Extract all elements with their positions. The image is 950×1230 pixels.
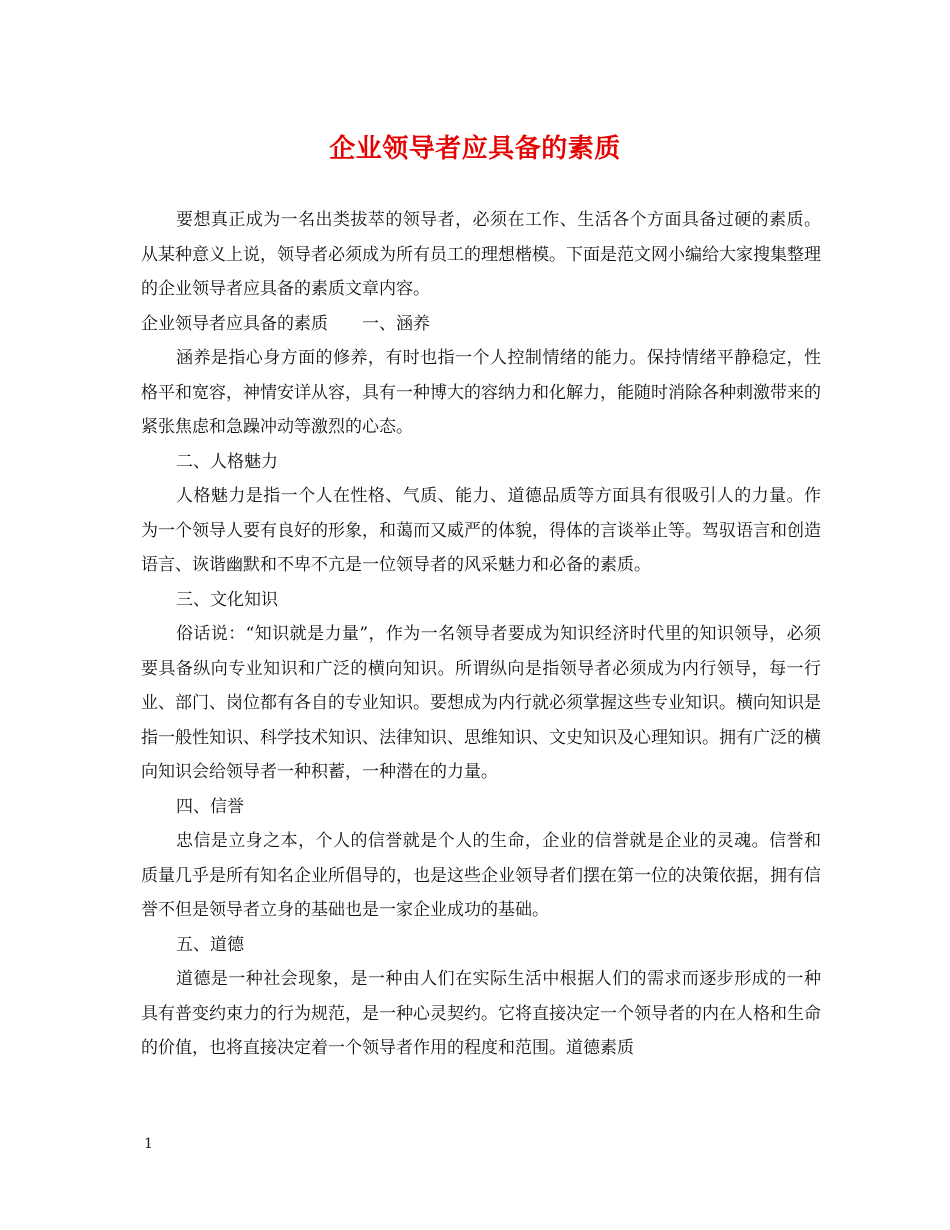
section-2-paragraph: 人格魅力是指一个人在性格、气质、能力、道德品质等方面具有很吸引人的力量。作为一个领导人要有良好的形象，和蔼而又威严的体貌，得体的言谈举止等。驾驭语言和创造语言、诙谐幽默和不卑不亢是一位领导者的风采魅力和必备的素质。 [141,486,821,575]
intro-paragraph: 要想真正成为一名出类拔萃的领导者，必须在工作、生活各个方面具备过硬的素质。从某种意义上说，领导者必须成为所有员工的理想楷模。下面是范文网小编给大家搜集整理的企业领导者应具备的素质文章内容。 [141,210,821,299]
section-5-paragraph: 道德是一种社会现象，是一种由人们在实际生活中根据人们的需求而逐步形成的一种具有普变约束力的行为规范，是一种心灵契约。它将直接决定一个领导者的内在人格和生命的价值，也将直接决定着一个领导者作用的程度和范围。道德素质 [141,969,821,1058]
section-3-heading: 三、文化知识 [176,589,278,610]
document-title: 企业领导者应具备的素质 [329,134,621,164]
page-number: 1 [144,1136,153,1152]
section-4-paragraph: 忠信是立身之本，个人的信誉就是个人的生命，企业的信誉就是企业的灵魂。信誉和质量几乎是所有知名企业所倡导的，也是这些企业领导者们摆在第一位的决策依据，拥有信誉不但是领导者立身的基础也是一家企业成功的基础。 [141,831,821,920]
section-2-heading: 二、人格魅力 [176,451,278,472]
section-5-heading: 五、道德 [176,934,244,955]
section-4-heading: 四、信誉 [176,796,244,817]
section-1-paragraph: 涵养是指心身方面的修养，有时也指一个人控制情绪的能力。保持情绪平静稳定，性格平和宽容，神情安详从容，具有一种博大的容纳力和化解力，能随时消除各种刺激带来的紧张焦虑和急躁冲动等激烈的心态。 [141,348,821,437]
subtitle-line: 企业领导者应具备的素质 一、涵养 [141,313,430,334]
section-3-paragraph: 俗话说：“知识就是力量”，作为一名领导者要成为知识经济时代里的知识领导，必须要具备纵向专业知识和广泛的横向知识。所谓纵向是指领导者必须成为内行领导，每一行业、部门、岗位都有各自的专业知识。要想成为内行就必须掌握这些专业知识。横向知识是指一般性知识、科学技术知识、法律知识、思维知识、文史知识及心理知识。拥有广泛的横向知识会给领导者一种积蓄，一种潜在的力量。 [141,624,821,782]
document-body [141,203,821,1066]
